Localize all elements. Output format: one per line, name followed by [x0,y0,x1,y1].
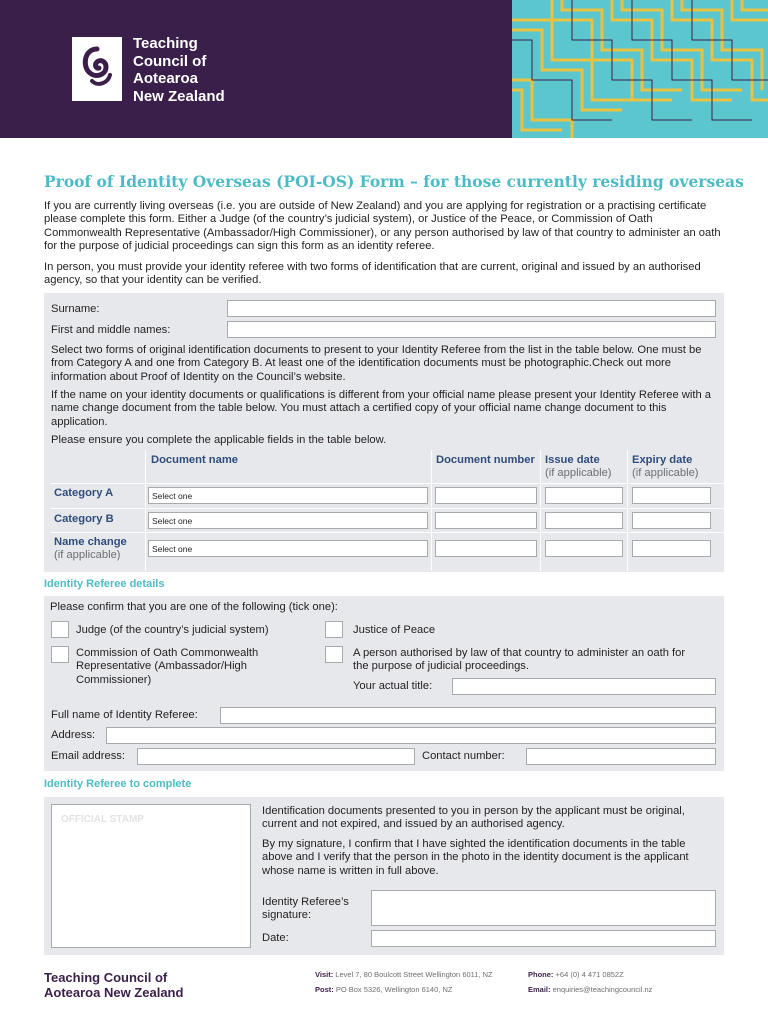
ensure-info: Please ensure you complete the applicable fields in the table below. [51,434,387,446]
confirm-text: Please confirm that you are one of the following (tick one): [50,601,338,613]
official-stamp-area[interactable] [51,804,251,948]
stamp-placeholder: OFFICIAL STAMP [61,814,144,825]
org-name: Teaching Council of Aotearoa New Zealand [133,35,225,105]
name-change-number-input[interactable] [435,540,537,557]
referee-details-heading: Identity Referee details [44,578,165,590]
referee-text-2: By my signature, I confirm that I have sighted the identification documents in the table above and I verify that the person in the photo in the identity document is the applicant whose name is written in full above. [262,838,689,877]
surname-label: Surname: [51,303,100,315]
footer-phone: Phone: +64 (0) 4 471 0852Z [528,970,624,979]
decorative-pattern [512,0,768,138]
judge-checkbox[interactable] [51,621,69,638]
authorised-label: A person authorised by law of that country to administer an oath for the purpose of judicial proceedings. [353,647,686,673]
header-expiry-date: Expiry date (if applicable) [632,454,699,479]
name-change-info: If the name on your identity documents or qualifications is different from your official name please present your Identity Referee with a name change document from the table below. You must attach a certified copy of your official name change document to this application. [51,389,711,428]
address-input[interactable] [106,727,716,744]
category-a-issue-input[interactable] [545,487,623,504]
commission-checkbox[interactable] [51,646,69,663]
judge-label: Judge (of the country’s judicial system) [76,624,269,636]
email-label: Email address: [51,750,125,762]
table-divider [51,483,724,484]
category-a-expiry-input[interactable] [632,487,711,504]
table-divider [145,450,146,571]
name-change-select[interactable]: Select one [148,540,428,557]
category-a-select[interactable]: Select one [148,487,428,504]
row-label-category-a: Category A [54,487,114,499]
names-input[interactable] [227,321,716,338]
row-label-category-b: Category B [54,513,114,525]
category-b-issue-input[interactable] [545,512,623,529]
signature-input[interactable] [371,890,716,926]
page-title: Proof of Identity Overseas (POI-OS) Form – for those currently residing overseas [44,172,744,191]
authorised-checkbox[interactable] [325,646,343,663]
table-divider [627,450,628,571]
name-change-expiry-input[interactable] [632,540,711,557]
header-issue-date: Issue date (if applicable) [545,454,612,479]
header-document-name: Document name [151,454,239,466]
header-banner [0,0,768,138]
contact-label: Contact number: [422,750,505,762]
actual-title-label: Your actual title: [353,680,433,692]
council-logo-icon [72,37,122,101]
intro-paragraph-2: In person, you must provide your identity referee with two forms of identification that are current, original and issued by an authorised agency, so that your identity can be verified. [44,261,701,287]
intro-paragraph-1: If you are currently living overseas (i.e. you are outside of New Zealand) and you are applying for registration or a practising certificate please complete this form. Either a Judge (of the country’s judicial system), or Justice of the Peace, or Commission of Oath Commonwealth Representative (Ambassador/High Commissioner), or any person authorised by law of that country to administer an oath for the purpose of judicial proceedings can sign this form as an identity referee. [44,200,721,252]
table-divider [51,532,724,533]
date-label: Date: [262,932,289,944]
footer-visit: Visit: Level 7, 80 Boulcott Street Wellington 6011, NZ [315,970,493,979]
category-b-number-input[interactable] [435,512,537,529]
referee-complete-heading: Identity Referee to complete [44,778,192,790]
referee-text-1: Identification documents presented to you in person by the applicant must be original, current and not expired, and issued by an authorised agency. [262,805,685,831]
table-divider [540,450,541,571]
header-document-number: Document number [436,454,535,466]
signature-label: Identity Referee’s signature: [262,896,349,922]
address-label: Address: [51,729,96,741]
category-b-select[interactable]: Select one [148,512,428,529]
commission-label: Commission of Oath Commonwealth Representative (Ambassador/High Commissioner) [76,647,259,686]
email-input[interactable] [137,748,415,765]
jp-checkbox[interactable] [325,621,343,638]
footer-post: Post: PO Box 5326, Wellington 6140, NZ [315,985,453,994]
table-divider [431,450,432,571]
fullname-label: Full name of Identity Referee: [51,709,198,721]
footer-brand: Teaching Council of Aotearoa New Zealand [44,970,184,1000]
category-a-number-input[interactable] [435,487,537,504]
surname-input[interactable] [227,300,716,317]
date-input[interactable] [371,930,716,947]
name-change-issue-input[interactable] [545,540,623,557]
footer-email[interactable]: Email: enquiries@teachingcouncil.nz [528,985,653,994]
select-info: Select two forms of original identification documents to present to your Identity Referee from the list in the table below. One must be from Category A and one from Category B. At least one of the identification documents must be photographic.Check out more information about Proof of Identity on the Council’s website. [51,344,702,383]
row-label-name-change: Name change (if applicable) [54,536,127,561]
jp-label: Justice of Peace [353,624,436,636]
table-divider [51,508,724,509]
names-label: First and middle names: [51,324,171,336]
category-b-expiry-input[interactable] [632,512,711,529]
fullname-input[interactable] [220,707,716,724]
actual-title-input[interactable] [452,678,716,695]
contact-input[interactable] [526,748,716,765]
